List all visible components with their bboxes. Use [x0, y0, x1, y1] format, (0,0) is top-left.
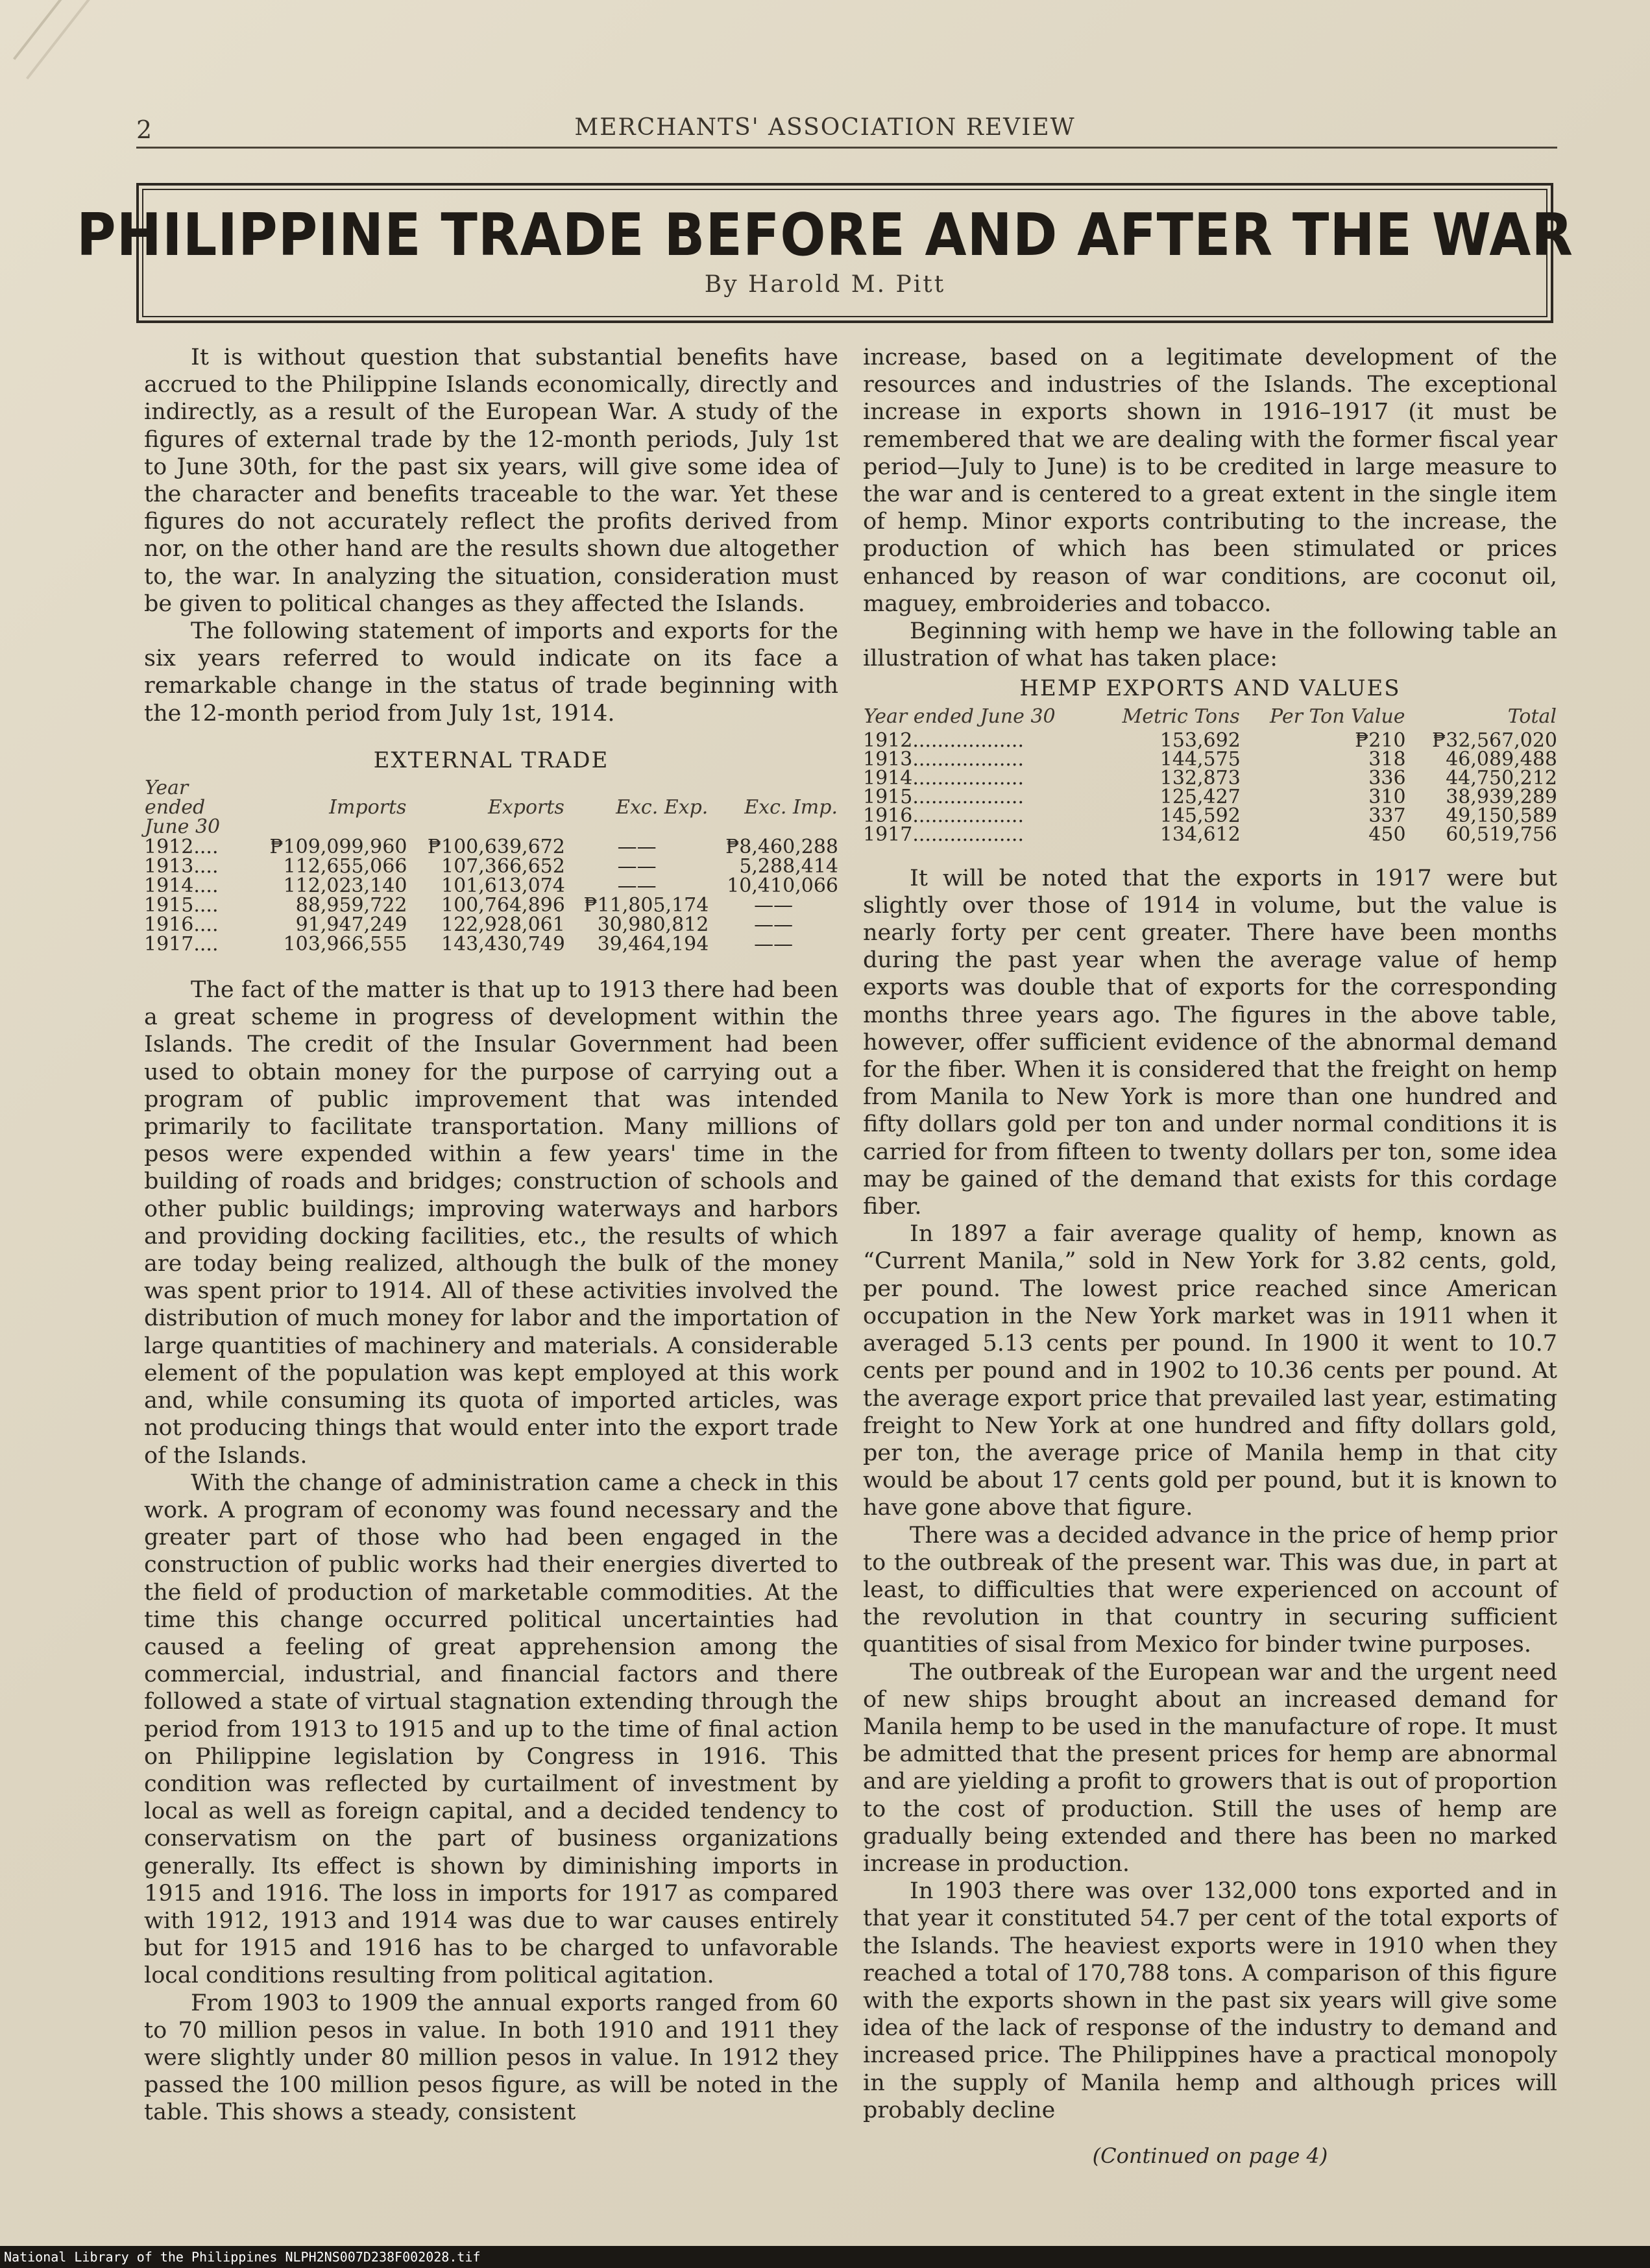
- cell-year: 1915....: [144, 894, 219, 917]
- column-header: Exc. Imp.: [744, 796, 838, 819]
- hemp-table-title: HEMP EXPORTS AND VALUES: [1019, 675, 1401, 702]
- article-title: PHILIPPINE TRADE BEFORE AND AFTER THE WAR: [77, 201, 1573, 269]
- table-header-row: [144, 778, 838, 838]
- cell-tons: 134,612: [1159, 823, 1241, 846]
- table-header-row: [863, 706, 1557, 731]
- continued-note: (Continued on page 4): [1092, 2143, 1328, 2168]
- cell-tons: 145,592: [1159, 804, 1241, 827]
- cell-exc-imp: ——: [754, 894, 794, 917]
- cell-exc-exp: 30,980,812: [597, 913, 709, 937]
- cell-per-ton: 450: [1368, 823, 1406, 846]
- hemp-table: [863, 706, 1557, 844]
- cell-year: 1916....: [144, 913, 219, 937]
- table-row: [863, 731, 1557, 750]
- scan-footer: National Library of the Philippines NLPH2NS007D238F002028.tif: [0, 2246, 1650, 2268]
- paragraph: There was a decided advance in the price of hemp prior to the outbreak of the present war. This was due, in part at least, to difficulties that were experienced on account of the revolution in that country in securing sufficient quantities of sisal from Mexico for binder twine purposes.: [863, 1522, 1557, 1658]
- cell-total: 60,519,756: [1446, 823, 1557, 846]
- left-column: [144, 344, 838, 2127]
- cell-imports: 112,023,140: [283, 875, 407, 898]
- paper-streak: [13, 0, 183, 60]
- cell-year: 1913....: [144, 855, 219, 878]
- cell-year: 1914....: [144, 875, 219, 898]
- cell-exc-exp: ——: [617, 836, 657, 859]
- paragraph: increase, based on a legitimate development of the resources and industries of the Islands. The exceptional increase in exports shown in 1916–1917 (it must be remembered that we are dealing with the former fiscal year period—July to June) is to be credited in large measure to the war and is centered to a great extent in the single item of hemp. Minor exports contributing to the increase, the production of which has been stimulated or prices enhanced by reason of war conditions, are coconut oil, maguey, embroideries and tobacco.: [863, 344, 1557, 617]
- paragraph: It will be noted that the exports in 1917 were but slightly over those of 1914 in volume, but the value is nearly forty per cent greater. There have been months during the past year when the average value of hemp exports was double that of exports for the corresponding months three years ago. The figures in the above table, however, offer sufficient evidence of the abnormal demand for the fiber. When it is considered that the freight on hemp from Manila to New York is more than one hundred and fifty dollars gold per ton and under normal conditions it is carried for from fifteen to twenty dollars per ton, some idea may be gained of the demand that exists for this cordage fiber.: [863, 865, 1557, 1220]
- cell-year: 1912..................: [863, 729, 1024, 752]
- cell-tons: 153,692: [1159, 729, 1241, 752]
- cell-exc-imp: 5,288,414: [739, 855, 838, 878]
- external-trade-table: [144, 778, 838, 954]
- cell-imports: ₱109,099,960: [269, 836, 407, 859]
- paragraph: In 1897 a fair average quality of hemp, known as “Current Manila,” sold in New York for 3.82 cents, gold, per pound. The lowest price reached since American occupation in the New York market was in 1911 when it averaged 5.13 cents per pound. In 1900 it went to 10.7 cents per pound and in 1902 to 10.36 cents per pound. At the average export price that prevailed last year, estimating freight to New York at one hundred and fifty dollars gold, per ton, the average price of Manila hemp in that city would be about 17 cents gold per pound, but it is known to have gone above that figure.: [863, 1221, 1557, 1521]
- cell-exports: 101,613,074: [441, 875, 565, 898]
- cell-per-ton: 310: [1368, 785, 1406, 808]
- cell-total: 44,750,212: [1446, 766, 1557, 790]
- cell-exc-exp: ——: [617, 875, 657, 898]
- table-row: [863, 788, 1557, 806]
- cell-tons: 144,575: [1159, 747, 1241, 771]
- column-header: Per Ton Value: [1269, 705, 1405, 728]
- cell-per-ton: 337: [1368, 804, 1406, 827]
- right-column: [863, 344, 1557, 2169]
- header-rule: [136, 147, 1557, 149]
- paragraph: Beginning with hemp we have in the following table an illustration of what has taken place:: [863, 618, 1557, 672]
- table-row: [144, 876, 838, 896]
- cell-exc-imp: ——: [754, 933, 794, 956]
- cell-imports: 103,966,555: [283, 933, 407, 956]
- cell-exports: 107,366,652: [441, 855, 565, 878]
- column-header: Exports: [487, 796, 564, 819]
- cell-total: ₱32,567,020: [1432, 729, 1557, 752]
- cell-year: 1912....: [144, 836, 219, 859]
- cell-year: 1916..................: [863, 804, 1024, 827]
- cell-exc-imp: ——: [754, 913, 794, 937]
- cell-per-ton: 336: [1368, 766, 1406, 790]
- cell-total: 46,089,488: [1446, 747, 1557, 771]
- cell-tons: 125,427: [1159, 785, 1241, 808]
- column-header: Total: [1507, 705, 1557, 728]
- table-row: [863, 825, 1557, 844]
- cell-year: 1915..................: [863, 785, 1024, 808]
- column-header: Year ended June 30: [864, 705, 1056, 728]
- table-row: [144, 896, 838, 915]
- table-row: [144, 915, 838, 935]
- cell-exports: 100,764,896: [441, 894, 565, 917]
- cell-exc-imp: ₱8,460,288: [725, 836, 838, 859]
- paragraph: With the change of administration came a check in this work. A program of economy was found necessary and the greater part of those who had been engaged in the construction of public works had their energies diverted to the field of production of marketable commodities. At the time this change occurred political uncertainties had caused a feeling of great apprehension among the commercial, industrial, and financial factors and there followed a state of virtual stagnation extending through the period from 1913 to 1915 and up to the time of final action on Philippine legislation by Congress in 1916. This condition was reflected by curtailment of investment by local as well as foreign capital, and a decided tendency to conservatism on the part of business organizations generally. Its effect is shown by diminishing imports in 1915 and 1916. The loss in imports for 1917 as compared with 1912, 1913 and 1914 was due to war causes entirely but for 1915 and 1916 has to be charged to unfavorable local conditions resulting from political agitation.: [144, 1469, 838, 1989]
- table-row: [863, 769, 1557, 788]
- paragraph: In 1903 there was over 132,000 tons exported and in that year it constituted 54.7 per cent of the total exports of the Islands. The heaviest exports were in 1910 when they reached a total of 170,788 tons. A comparison of this figure with the exports shown in the past six years will give some idea of the lack of response of the industry to demand and increased price. The Philippines have a practical monopoly in the supply of Manila hemp and although prices will probably decline: [863, 1878, 1557, 2123]
- cell-year: 1913..................: [863, 747, 1024, 771]
- column-header: Year ended June 30: [145, 777, 221, 839]
- cell-year: 1917..................: [863, 823, 1024, 846]
- cell-total: 49,150,589: [1446, 804, 1557, 827]
- paragraph: The fact of the matter is that up to 1913 there had been a great scheme in progress of development within the Islands. The credit of the Insular Government had been used to obtain money for the purpose of carrying out a program of public improvement that was intended primarily to facilitate transportation. Many millions of pesos were expended within a few years' time in the building of roads and bridges; construction of schools and other public buildings; improving waterways and harbors and providing docking facilities, etc., the results of which are today being realized, although the bulk of the money was spent prior to 1914. All of these activities involved the distribution of much money for labor and the importation of large quantities of machinery and materials. A considerable element of the population was kept employed at this work and, while consuming its quota of imported articles, was not producing things that would enter into the export trade of the Islands.: [144, 977, 838, 1469]
- cell-imports: 88,959,722: [295, 894, 407, 917]
- cell-exports: ₱100,639,672: [427, 836, 565, 859]
- cell-exc-exp: ——: [617, 855, 657, 878]
- column-header: Imports: [329, 796, 407, 819]
- cell-tons: 132,873: [1159, 766, 1241, 790]
- cell-exports: 122,928,061: [441, 913, 565, 937]
- table-row: [144, 935, 838, 954]
- external-trade-title: EXTERNAL TRADE: [373, 747, 609, 773]
- cell-year: 1917....: [144, 933, 219, 956]
- cell-year: 1914..................: [863, 766, 1024, 790]
- page-number: 2: [136, 115, 152, 144]
- cell-exc-imp: 10,410,066: [727, 875, 838, 898]
- cell-per-ton: 318: [1368, 747, 1406, 771]
- cell-exc-exp: 39,464,194: [597, 933, 709, 956]
- paragraph: It is without question that substantial benefits have accrued to the Philippine Islands economically, directly and indirectly, as a result of the European War. A study of the figures of external trade by the 12-month periods, July 1st to June 30th, for the past six years, will give some idea of the character and benefits traceable to the war. Yet these figures do not accurately reflect the profits derived from nor, on the other hand are the results shown due altogether to, the war. In analyzing the situation, consideration must be given to political changes as they affected the Islands.: [144, 344, 838, 617]
- paragraph: The outbreak of the European war and the urgent need of new ships brought about an increased demand for Manila hemp to be used in the manufacture of rope. It must be admitted that the present prices for hemp are abnormal and are yielding a profit to growers that is out of proportion to the cost of production. Still the uses of hemp are gradually being extended and there has been no marked increase in production.: [863, 1659, 1557, 1877]
- running-title: MERCHANTS' ASSOCIATION REVIEW: [574, 114, 1076, 141]
- paragraph: From 1903 to 1909 the annual exports ranged from 60 to 70 million pesos in value. In both 1910 and 1911 they were slightly under 80 million pesos in value. In 1912 they passed the 100 million pesos figure, as will be noted in the table. This shows a steady, consistent: [144, 1990, 838, 2126]
- cell-imports: 112,655,066: [283, 855, 407, 878]
- table-row: [144, 838, 838, 857]
- column-header: Exc. Exp.: [616, 796, 709, 819]
- paragraph: The following statement of imports and exports for the six years referred to would indicate on its face a remarkable change in the status of trade beginning with the 12-month period from July 1st, 1914.: [144, 618, 838, 727]
- table-row: [863, 806, 1557, 825]
- cell-exports: 143,430,749: [441, 933, 565, 956]
- cell-imports: 91,947,249: [295, 913, 407, 937]
- table-row: [863, 750, 1557, 769]
- cell-total: 38,939,289: [1446, 785, 1557, 808]
- cell-per-ton: ₱210: [1355, 729, 1406, 752]
- article-byline: By Harold M. Pitt: [704, 271, 946, 298]
- column-header: Metric Tons: [1122, 705, 1240, 728]
- table-row: [144, 857, 838, 876]
- cell-exc-exp: ₱11,805,174: [583, 894, 709, 917]
